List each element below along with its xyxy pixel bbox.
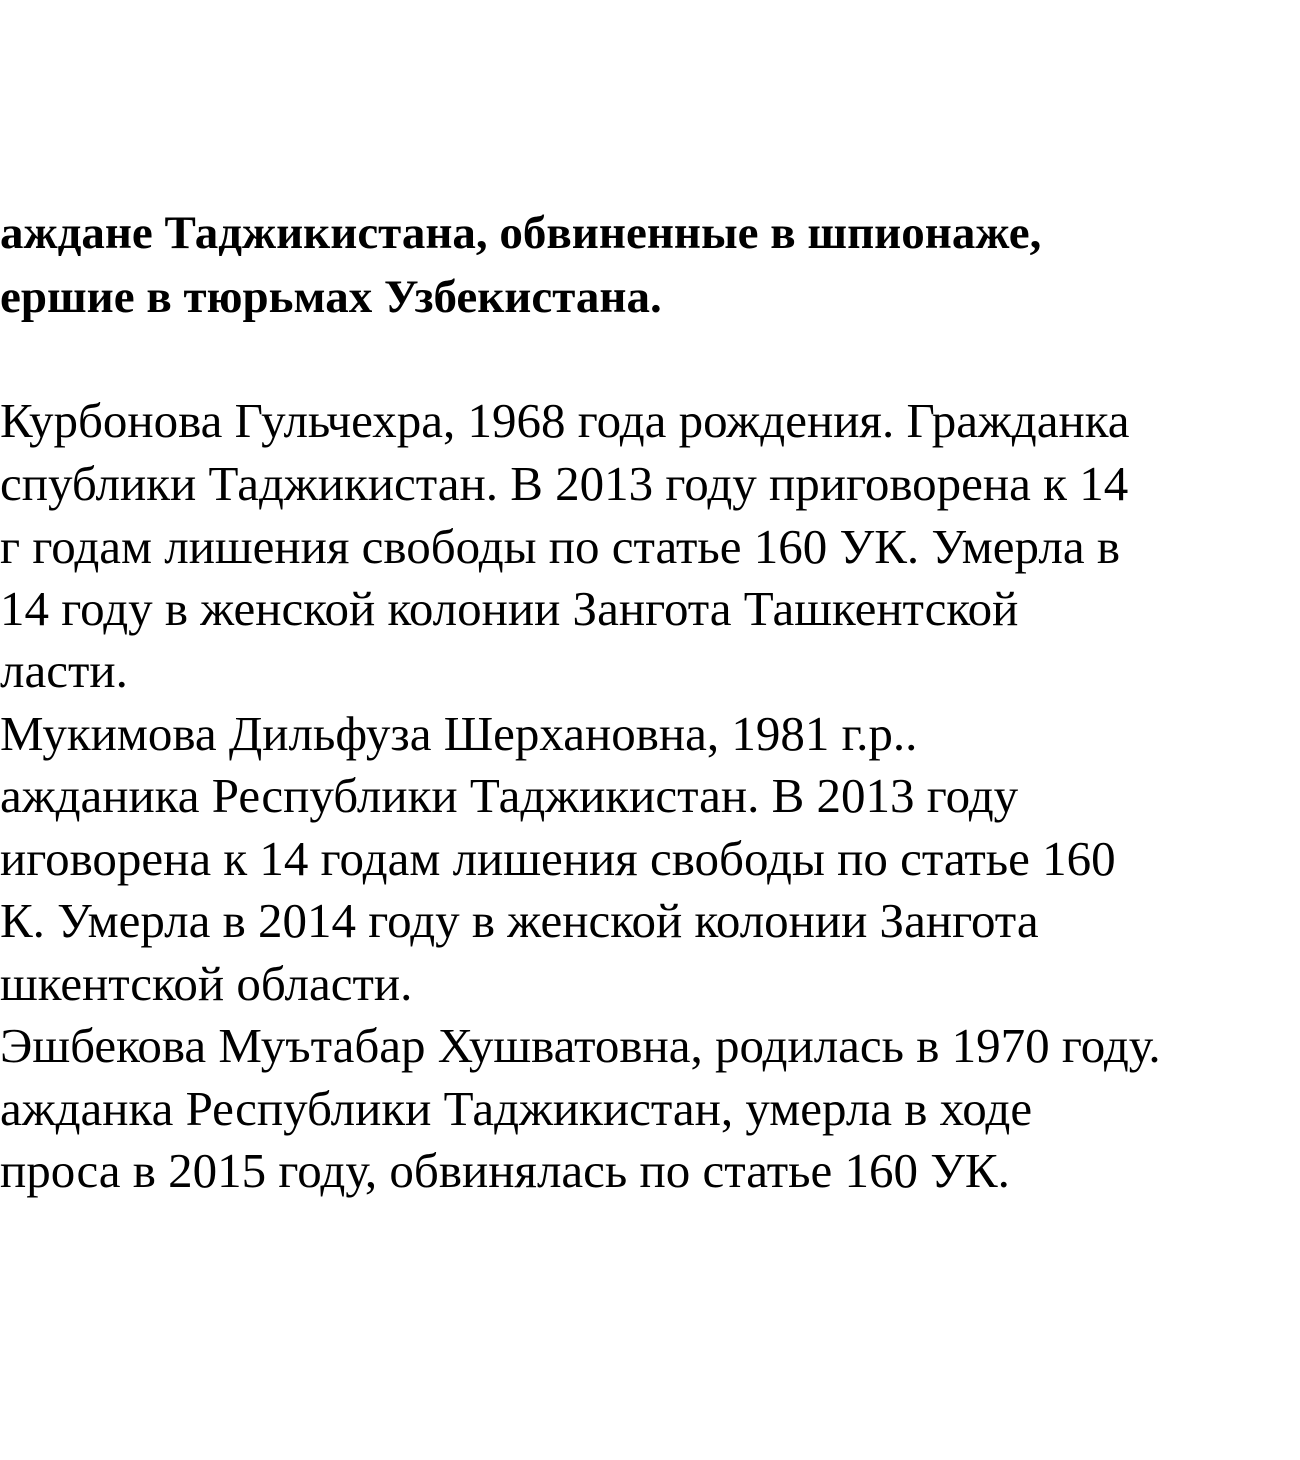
entry-line: К. Умерла в 2014 году в женской колонии Зангота xyxy=(0,893,1039,948)
entry-line: г годам лишения свободы по статье 160 УК. Умерла в xyxy=(0,519,1120,574)
entry-line: шкентской области. xyxy=(0,956,413,1011)
entry-line: Мукимова Дильфуза Шерхановна, 1981 г.р.. xyxy=(0,706,918,761)
entry-line: Эшбекова Муътабар Хушватовна, родилась в 1970 году. xyxy=(0,1018,1161,1073)
entry-line: спублики Таджикистан. В 2013 году приговорена к 14 xyxy=(0,456,1129,511)
entry-line: ласти. xyxy=(0,643,128,698)
entry-line: иговорена к 14 годам лишения свободы по статье 160 xyxy=(0,831,1116,886)
entry-line: ажданка Республики Таджикистан, умерла в ходе xyxy=(0,1081,1033,1136)
entry-line: Курбонова Гульчехра, 1968 года рождения. Гражданка xyxy=(0,393,1130,448)
heading-line: аждане Таджикистана, обвиненные в шпионаже, xyxy=(0,207,1042,259)
entry-line: 14 году в женской колонии Зангота Ташкентской xyxy=(0,581,1019,636)
entry-line: ажданика Республики Таджикистан. В 2013 году xyxy=(0,768,1019,823)
entry-line: проса в 2015 году, обвинялась по статье 160 УК. xyxy=(0,1143,1010,1198)
heading-line: ершие в тюрьмах Узбекистана. xyxy=(0,271,662,323)
